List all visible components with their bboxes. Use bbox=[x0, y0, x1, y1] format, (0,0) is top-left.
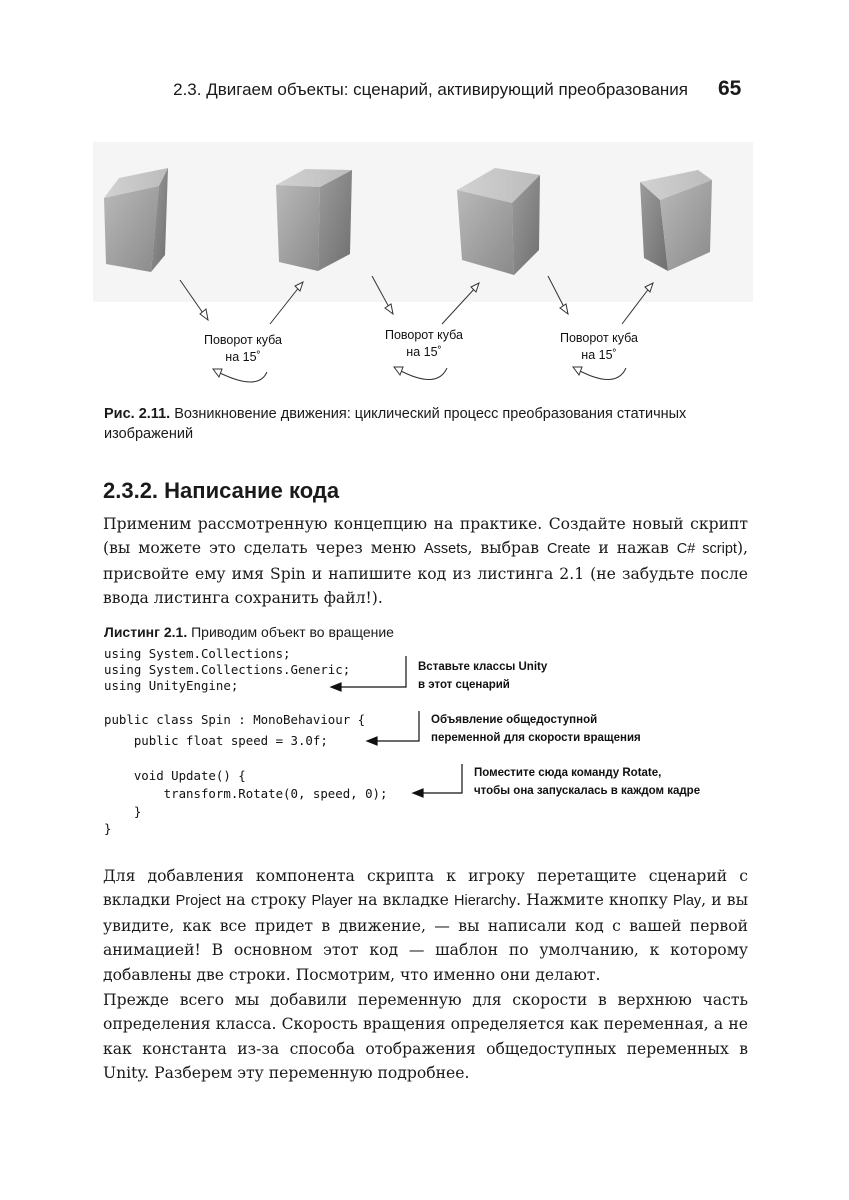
row-player: Player bbox=[311, 893, 353, 910]
menu-assets: Assets bbox=[423, 541, 468, 558]
para2-text-2: на строку bbox=[220, 891, 312, 910]
rotation-label-3-line2: на 15˚ bbox=[581, 348, 617, 362]
rotation-label-1 bbox=[178, 332, 308, 366]
listing-label: Листинг 2.1. bbox=[104, 624, 188, 640]
figure-caption-label: Рис. 2.11. bbox=[104, 406, 171, 422]
rotation-label-3 bbox=[534, 330, 664, 364]
tab-project: Project bbox=[175, 893, 221, 910]
annotation-3 bbox=[474, 764, 700, 800]
rotation-label-2-line1: Поворот куба bbox=[384, 328, 464, 342]
listing-callouts bbox=[0, 600, 849, 840]
para2-text-4: . Нажмите кнопку bbox=[516, 891, 673, 910]
paragraph-3: Прежде всего мы добавили переменную для скорости в верхнюю часть определения класса. Скорость вращения определяется как переменная, а не как константа из-за способа отображения общедоступных переменных в Unity. Разберем эту переменную подробнее. bbox=[103, 991, 748, 1083]
menu-create: Create bbox=[546, 541, 591, 558]
para2-text-3: на вкладке bbox=[352, 891, 455, 910]
play-button-ref: Play bbox=[672, 893, 702, 910]
para2-text-1: Для добавления компонента скрипта к игроку перетащите сценарий с вкладки bbox=[103, 867, 748, 910]
rotation-label-1-line2: на 15˚ bbox=[225, 350, 261, 364]
paragraph-1 bbox=[103, 512, 748, 611]
section-heading: 2.3.2. Написание кода bbox=[103, 478, 340, 503]
para1-text-1: Применим рассмотренную концепцию на практике. Создайте новый скрипт (вы можете это сделать через меню bbox=[103, 515, 748, 558]
annotation-1-line1: Вставьте классы Unity bbox=[418, 661, 548, 673]
rotation-label-2 bbox=[359, 327, 489, 361]
code-line-3: using UnityEngine; bbox=[104, 678, 239, 693]
listing-title-text: Приводим объект во вращение bbox=[191, 624, 394, 640]
annotation-1 bbox=[418, 658, 547, 694]
running-header-title: 2.3. Двигаем объекты: сценарий, активирующий преобразования bbox=[173, 80, 688, 99]
code-line-9: transform.Rotate(0, speed, 0); bbox=[104, 786, 388, 801]
code-line-5: public class Spin : MonoBehaviour { bbox=[104, 712, 366, 727]
figure-caption bbox=[104, 404, 764, 444]
rotation-label-3-line1: Поворот куба bbox=[559, 331, 639, 345]
cube-2 bbox=[276, 169, 352, 271]
code-line-1: using System.Collections; bbox=[104, 646, 291, 661]
cube-4 bbox=[640, 170, 712, 271]
para1-text-4: ), присвойте ему имя Spin и напишите код из листинга 2.1 (не забудьте после ввода листинга сохранить файл!). bbox=[103, 539, 748, 608]
rotation-curves bbox=[218, 368, 626, 382]
tab-hierarchy: Hierarchy bbox=[454, 893, 517, 910]
page-number: 65 bbox=[718, 77, 742, 100]
para2-text-5: , и вы увидите, как все придет в движение, — вы написали код с вашей первой анимацией! В основном этот код — шаблон по умолчанию, к которому добавлены две строки. Посмотрим, что именно они делают. bbox=[103, 891, 748, 984]
paragraph-2 bbox=[103, 864, 748, 987]
cube-3 bbox=[457, 168, 540, 275]
annotation-3-line1: Поместите сюда команду Rotate, bbox=[474, 767, 662, 779]
menu-csharp-script: C# script bbox=[676, 541, 737, 558]
annotation-1-line2: в этот сценарий bbox=[418, 679, 510, 691]
annotation-3-line2: чтобы она запускалась в каждом кадре bbox=[474, 785, 701, 797]
code-line-8: void Update() { bbox=[104, 768, 246, 783]
para1-text-2: , выбрав bbox=[467, 539, 547, 558]
code-line-10: } bbox=[104, 804, 142, 819]
annotation-2-line1: Объявление общедоступной bbox=[431, 714, 598, 726]
annotation-2-line2: переменной для скорости вращения bbox=[431, 732, 641, 744]
annotation-2 bbox=[431, 711, 641, 747]
rotation-label-1-line1: Поворот куба bbox=[203, 333, 283, 347]
code-line-11: } bbox=[104, 821, 112, 836]
para1-text-3: и нажав bbox=[590, 539, 677, 558]
code-line-6: public float speed = 3.0f; bbox=[104, 733, 328, 748]
figure-caption-text: Возникновение движения: циклический процесс преобразования статичных изображений bbox=[104, 406, 687, 442]
rotation-label-2-line2: на 15˚ bbox=[406, 345, 442, 359]
code-line-2: using System.Collections.Generic; bbox=[104, 662, 351, 677]
